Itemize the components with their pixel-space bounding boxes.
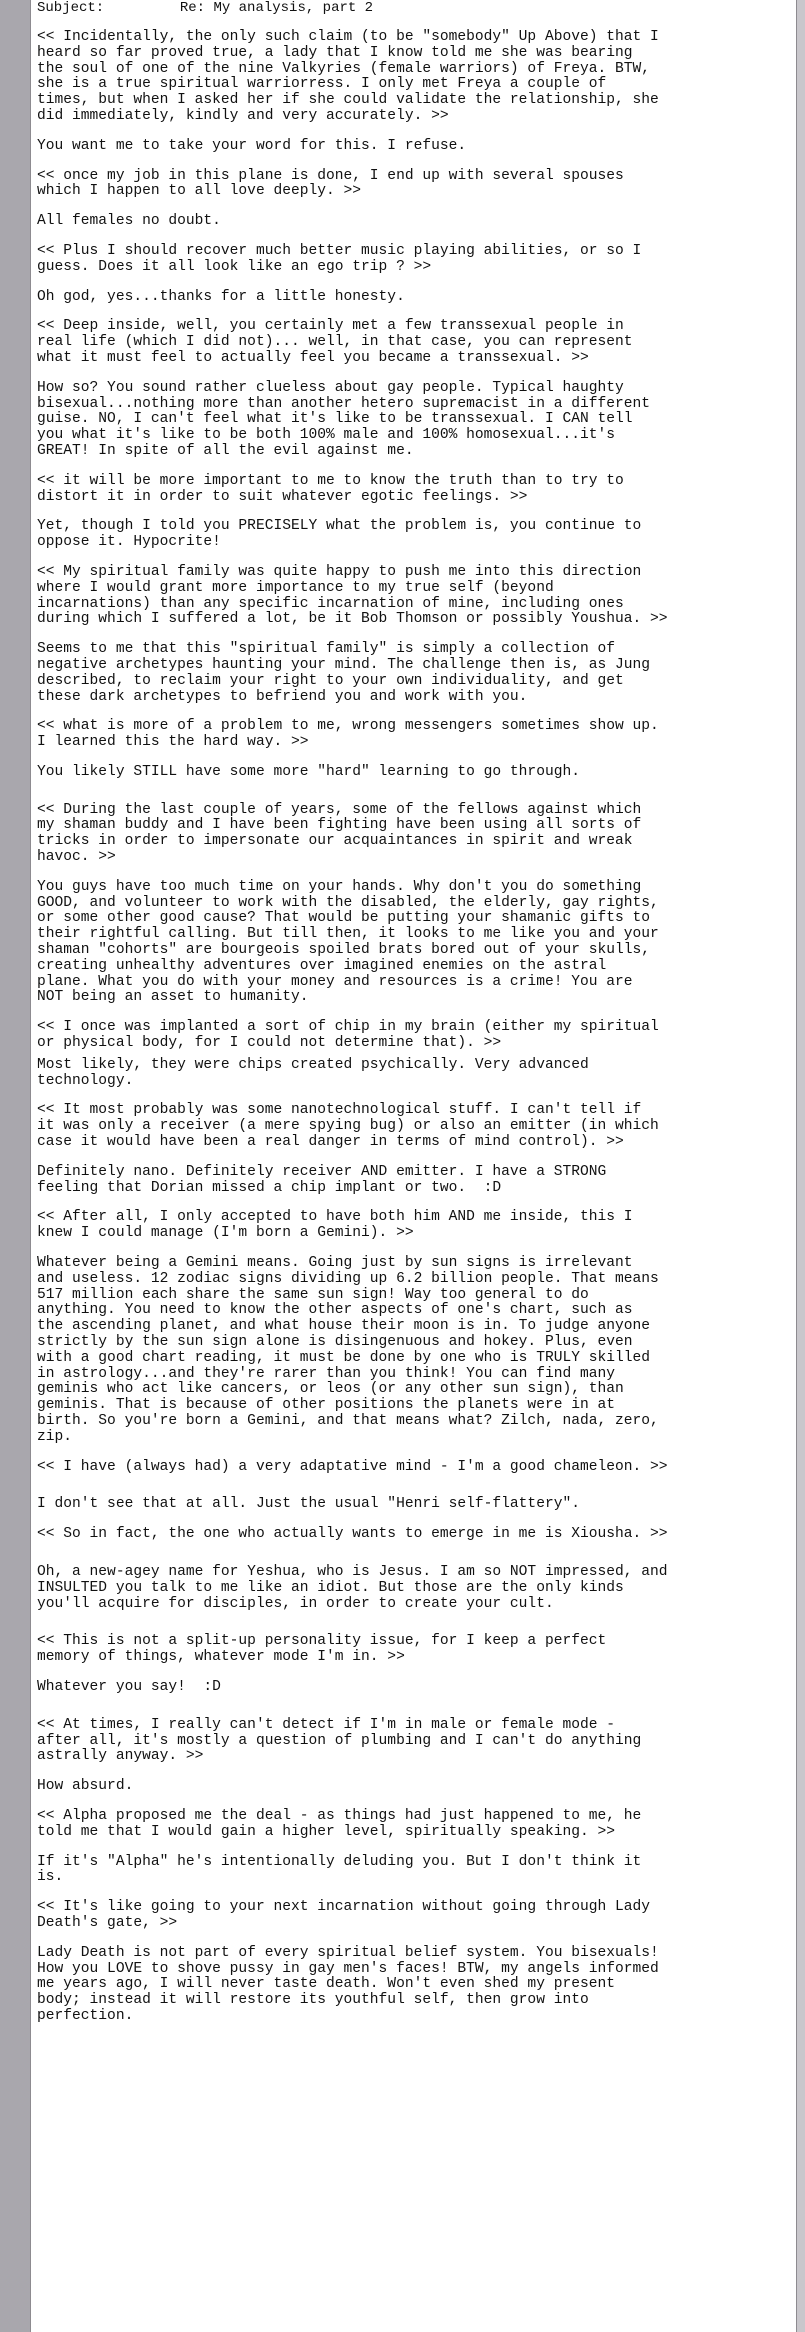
message-paragraph: << once my job in this plane is done, I end up with several spouses which I happen to all love deeply. >> — [37, 167, 624, 200]
message-paragraph: If it's "Alpha" he's intentionally deluding you. But I don't think it is. — [37, 1853, 642, 1886]
message-paragraph: All females no doubt. — [37, 213, 221, 230]
message-paragraph: Yet, though I told you PRECISELY what the problem is, you continue to oppose it. Hypocrite! — [37, 518, 642, 551]
message-paragraph: << This is not a split-up personality issue, for I keep a perfect memory of things, whatever mode I'm in. >> — [37, 1633, 607, 1666]
message-paragraph: Oh god, yes...thanks for a little honesty. — [37, 288, 405, 305]
message-text — [37, 30, 786, 2025]
message-paragraph: << It's like going to your next incarnation without going through Lady Death's gate, >> — [37, 1899, 651, 1931]
message-paragraph: << I once was implanted a sort of chip in my brain (either my spiritual or physical body, for I could not determine that). >> — [37, 1019, 659, 1052]
message-paragraph: << During the last couple of years, some of the fellows against which my shaman buddy and I have been fighting have been using all sorts of tricks in order to impersonate our acquaintances in spirit and wreak havoc. >> — [37, 801, 642, 866]
message-paragraph: Oh, a new-agey name for Yeshua, who is Jesus. I am so NOT impressed, and INSULTED you talk to me like an idiot. But those are the only kinds you'll acquire for disciples, in order to create your cult. — [37, 1563, 668, 1612]
message-paragraph: << it will be more important to me to know the truth than to try to distort it in order to suit whatever egotic feelings. >> — [37, 472, 624, 505]
message-paragraph: << At times, I really can't detect if I'm in male or female mode - after all, it's mostly a question of plumbing and I can't do anything astrally anyway. >> — [37, 1716, 642, 1765]
message-paragraph: << what is more of a problem to me, wrong messengers sometimes show up. I learned this the hard way. >> — [37, 718, 659, 751]
message-paragraph: You likely STILL have some more "hard" learning to go through. — [37, 763, 580, 780]
message-paragraph: << Plus I should recover much better music playing abilities, or so I guess. Does it all look like an ego trip ? >> — [37, 242, 642, 275]
message-paragraph: Whatever being a Gemini means. Going just by sun signs is irrelevant and useless. 12 zodiac signs dividing up 6.2 billion people. That means 517 million each share the same sun sign! Way too general to do anything. You need to know the other aspects of one's chart, such as the ascending planet, and what house their moon is in. To judge anyone strictly by the sun sign alone is disingenuous and hokey. Plus, even with a good chart reading, it must be done by one who is TRULY skilled in astrology...and they're rarer than you think! You can find many geminis who act like cancers, or leos (or any other sun sign), than geminis. That is because of other positions the planets were in at birth. So you're born a Gemini, and that means what? Zilch, nada, zero, zip. — [37, 1255, 659, 1445]
message-paragraph: << Deep inside, well, you certainly met a few transsexual people in real life (which I did not)... well, in that case, you can represent what it must feel to actually feel you became a transsexual. >> — [37, 318, 633, 366]
message-paragraph: You want me to take your word for this. I refuse. — [37, 137, 467, 154]
message-paragraph: How absurd. — [37, 1778, 134, 1795]
message-paragraph: Whatever you say! :D — [37, 1678, 221, 1695]
message-paragraph: << Incidentally, the only such claim (to be "somebody" Up Above) that I heard so far proved true, a lady that I know told me she was bearing the soul of one of the nine Valkyries (female warriors) of Freya. BTW, she is a true spiritual warriorress. I only met Freya a couple of times, but when I asked her if she could validate the relationship, she did immediately, kindly and very accurately. >> — [37, 29, 659, 124]
subject-header — [37, 0, 786, 16]
message-paragraph: << After all, I only accepted to have both him AND me inside, this I knew I could manage (I'm born a Gemini). >> — [37, 1209, 633, 1242]
subject-label: Subject: — [37, 0, 105, 16]
message-paragraph: I don't see that at all. Just the usual "Henri self-flattery". — [37, 1496, 580, 1513]
message-paragraph: Most likely, they were chips created psychically. Very advanced technology. — [37, 1056, 589, 1089]
window-edge — [797, 0, 805, 2332]
message-paragraph: << My spiritual family was quite happy to push me into this direction where I would grant more importance to my true self (beyond incarnations) than any specific incarnation of mine, including ones during which I suffered a lot, be it Bob Thomson or possibly Youshua. >> — [37, 563, 668, 628]
message-paragraph: << I have (always had) a very adaptative mind - I'm a good chameleon. >> — [37, 1458, 668, 1475]
message-paragraph: Definitely nano. Definitely receiver AND emitter. I have a STRONG feeling that Dorian missed a chip implant or two. :D — [37, 1163, 607, 1196]
message-body — [30, 0, 797, 2332]
message-paragraph: You guys have too much time on your hands. Why don't you do something GOOD, and volunteer to work with the disabled, the elderly, gay rights, or some other good cause? That would be putting your shamanic gifts to their rightful calling. But till then, it looks to me like you and your shaman "cohorts" are bourgeois spoiled brats bored out of your skulls, creating unhealthy adventures over imagined enemies on the astral plane. What you do with your money and resources is a crime! You are NOT being an asset to humanity. — [37, 878, 659, 1006]
message-paragraph: << So in fact, the one who actually wants to emerge in me is Xiousha. >> — [37, 1526, 668, 1543]
message-paragraph: Seems to me that this "spiritual family" is simply a collection of negative archetypes haunting your mind. The challenge then is, as Jung described, to reclaim your right to your own individuality, and get these dark archetypes to befriend you and work with you. — [37, 641, 651, 705]
message-paragraph: Lady Death is not part of every spiritual belief system. You bisexuals! How you LOVE to shove pussy in gay men's faces! BTW, my angels informed me years ago, I will never taste death. Won't even shed my present body; instead it will restore its youthful self, then grow into perfection. — [37, 1944, 659, 2024]
message-paragraph: << It most probably was some nanotechnological stuff. I can't tell if it was only a receiver (a mere spying bug) or also an emitter (in which case it would have been a real danger in terms of mind control). >> — [37, 1102, 659, 1151]
message-paragraph: << Alpha proposed me the deal - as things had just happened to me, he told me that I would gain a higher level, spiritually speaking. >> — [37, 1807, 642, 1840]
message-paragraph: How so? You sound rather clueless about gay people. Typical haughty bisexual...nothing more than another hetero supremacist in a different guise. NO, I can't feel what it's like to be transsexual. I CAN tell you what it's like to be both 100% male and 100% homosexual...it's GREAT! In spite of all the evil against me. — [37, 379, 651, 459]
subject-value: Re: My analysis, part 2 — [179, 0, 374, 16]
